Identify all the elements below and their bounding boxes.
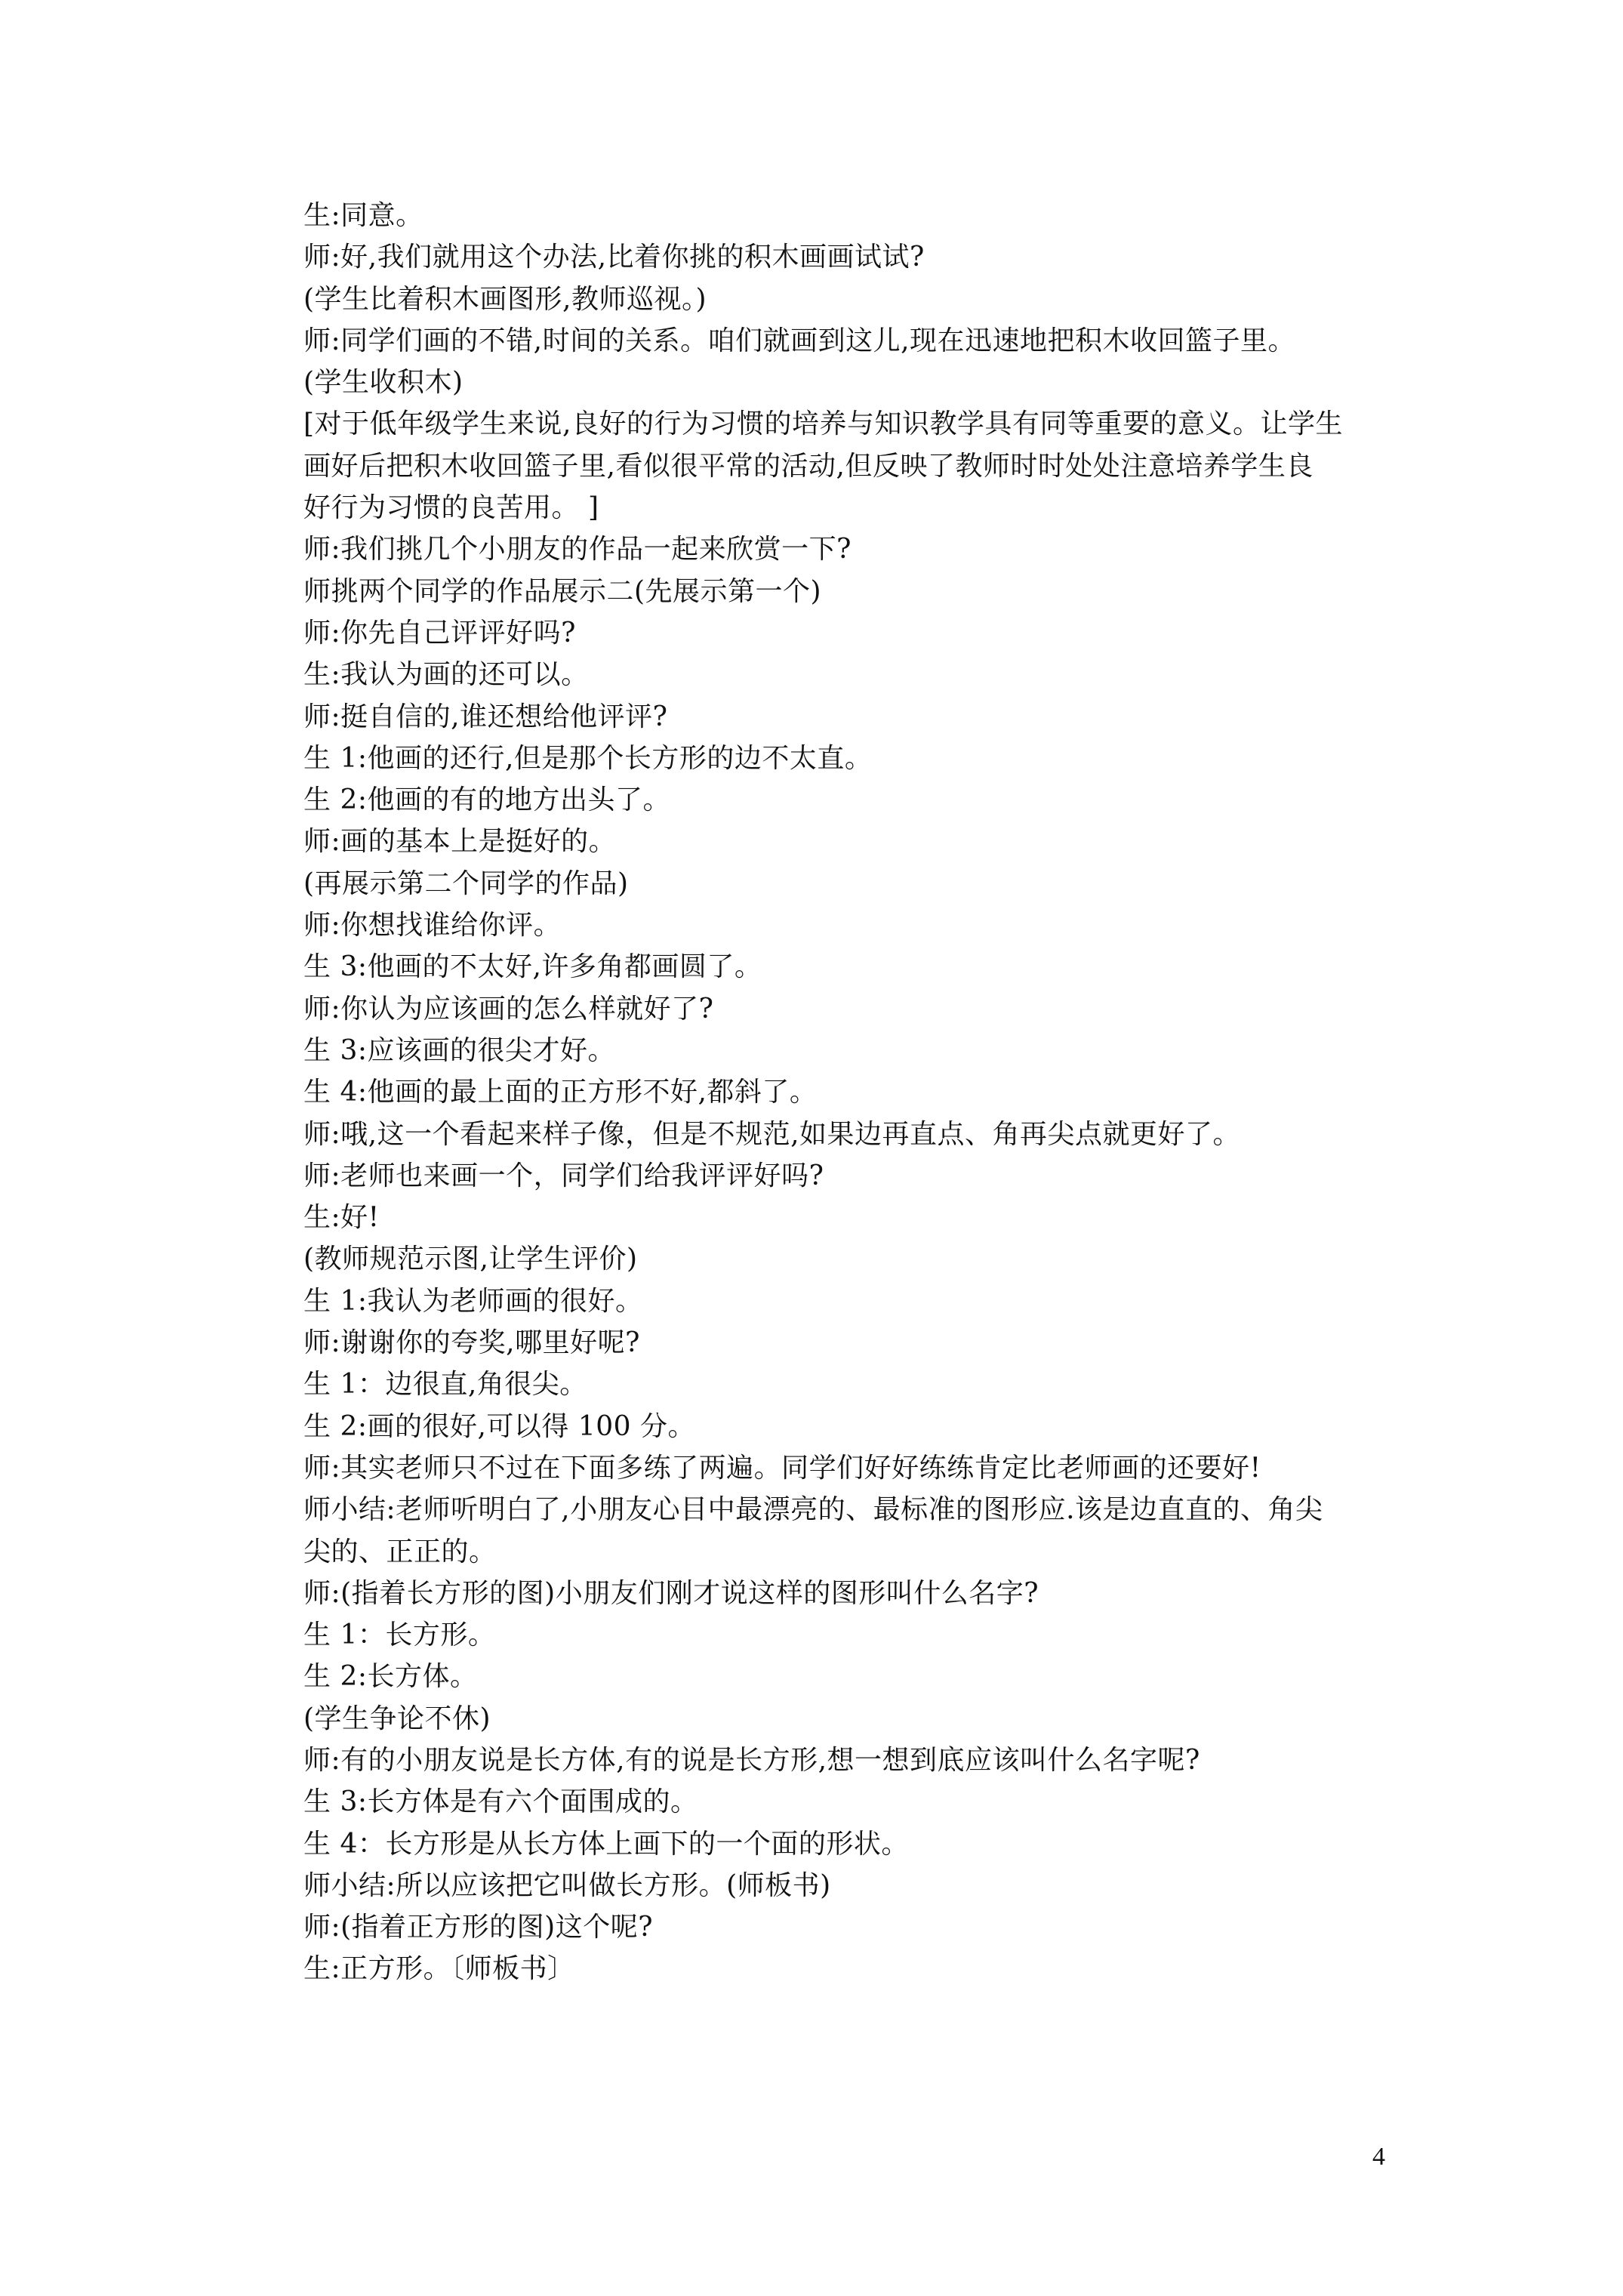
text-line: 师:好,我们就用这个办法,比着你挑的积木画画试试? — [303, 242, 925, 273]
text-line: 生 3:他画的不太好,许多角都画圆了。 — [303, 951, 762, 983]
text-line: 生 1:我认为老师画的很好。 — [303, 1285, 643, 1317]
body-text — [303, 195, 1398, 1990]
text-line: 师:(指着正方形的图)这个呢? — [303, 1912, 654, 1943]
text-line: 师:你认为应该画的怎么样就好了? — [303, 993, 714, 1025]
text-line: 师:其实老师只不过在下面多练了两遍。同学们好好练练肯定比老师画的还要好! — [303, 1452, 1261, 1484]
text-line: 师挑两个同学的作品展示二(先展示第一个) — [303, 575, 822, 607]
text-line: (教师规范示图,让学生评价) — [303, 1244, 638, 1275]
text-line: [对于低年级学生来说,良好的行为习惯的培养与知识教学具有同等重要的意义。让学生 — [303, 408, 1343, 440]
text-line: 师:谢谢你的夸奖,哪里好呢? — [303, 1327, 640, 1359]
text-line: (再展示第二个同学的作品) — [303, 868, 629, 899]
text-line: 生 3:应该画的很尖才好。 — [303, 1034, 615, 1066]
text-line: (学生争论不休) — [303, 1703, 491, 1734]
text-line: 画好后把积木收回篮子里,看似很平常的活动,但反映了教师时时处处注意培养学生良 — [303, 450, 1313, 482]
text-line: 生 3:长方体是有六个面围成的。 — [303, 1786, 698, 1818]
text-line: 生 2:画的很好,可以得 100 分。 — [303, 1410, 696, 1442]
text-line: 师:你想找谁给你评。 — [303, 910, 562, 942]
text-line: 师:哦,这一个看起来样子像，但是不规范,如果边再直点、角再尖点就更好了。 — [303, 1118, 1241, 1150]
text-line: 生 1：长方形。 — [303, 1620, 496, 1651]
text-line: 师:(指着长方形的图)小朋友们刚才说这样的图形叫什么名字? — [303, 1577, 1039, 1609]
text-line: 师:我们挑几个小朋友的作品一起来欣赏一下? — [303, 534, 852, 566]
text-line: 师:挺自信的,谁还想给他评评? — [303, 701, 668, 732]
text-line: 师:有的小朋友说是长方体,有的说是长方形,想一想到底应该叫什么名字呢? — [303, 1744, 1200, 1776]
text-line: 师:老师也来画一个，同学们给我评评好吗? — [303, 1160, 824, 1191]
text-line: (学生比着积木画图形,教师巡视。) — [303, 283, 707, 315]
text-line: (学生收积木) — [303, 367, 463, 399]
text-line: 师小结:老师听明白了,小朋友心目中最漂亮的、最标准的图形应.该是边直直的、角尖 — [303, 1494, 1323, 1526]
text-line: 尖的、正正的。 — [303, 1536, 497, 1567]
text-line: 师:同学们画的不错,时间的关系。咱们就画到这儿,现在迅速地把积木收回篮子里。 — [303, 325, 1296, 356]
text-line: 生 2:长方体。 — [303, 1661, 478, 1693]
text-line: 生:正方形。〔师板书〕 — [303, 1953, 575, 1985]
text-line: 师:你先自己评评好吗? — [303, 617, 576, 649]
text-line: 师:画的基本上是挺好的。 — [303, 826, 617, 858]
page-number: 4 — [1372, 2143, 1385, 2171]
text-line: 生 1:他画的还行,但是那个长方形的边不太直。 — [303, 742, 873, 774]
text-line: 生:我认为画的还可以。 — [303, 659, 589, 691]
text-line: 好行为习惯的良苦用。 ] — [303, 492, 599, 524]
text-line: 生:好! — [303, 1202, 380, 1234]
text-line: 生 1：边很直,角很尖。 — [303, 1369, 587, 1401]
text-line: 生:同意。 — [303, 200, 423, 231]
text-line: 师小结:所以应该把它叫做长方形。(师板书) — [303, 1869, 831, 1901]
text-line: 生 4:他画的最上面的正方形不好,都斜了。 — [303, 1077, 818, 1108]
text-line: 生 2:他画的有的地方出头了。 — [303, 784, 670, 816]
text-line: 生 4：长方形是从长方体上画下的一个面的形状。 — [303, 1828, 909, 1860]
